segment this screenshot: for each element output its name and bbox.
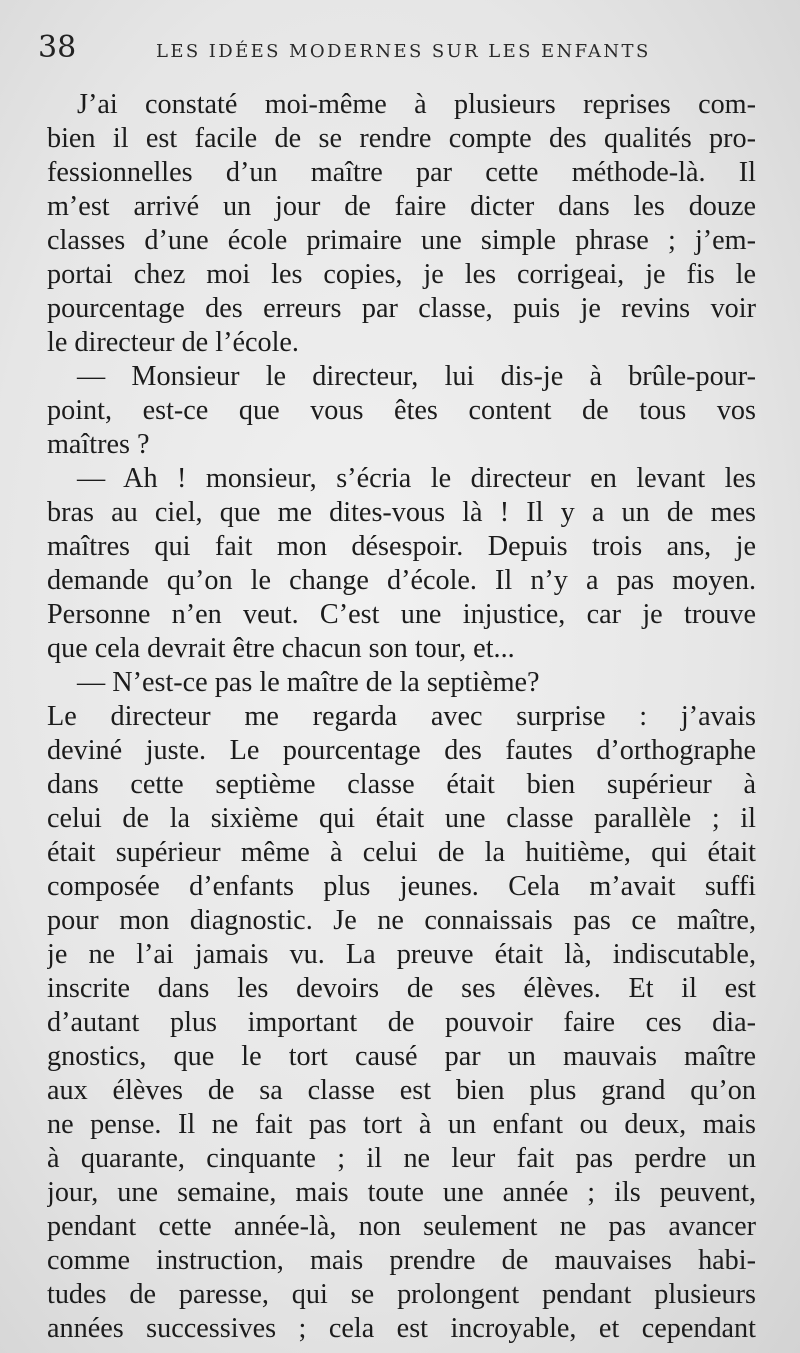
- running-title: LES IDÉES MODERNES SUR LES ENFANTS: [156, 41, 651, 62]
- text-line: portai chez moi les copies, je les corrigeai, je fis le: [47, 259, 756, 290]
- text-line: comme instruction, mais prendre de mauvaises habi-: [47, 1245, 756, 1276]
- text-line: — Monsieur le directeur, lui dis-je à brûle-pour-: [77, 361, 756, 392]
- text-line: le directeur de l’école.: [47, 327, 299, 358]
- text-line: ne pense. Il ne fait pas tort à un enfant ou deux, mais: [47, 1109, 756, 1140]
- text-line: demande qu’on le change d’école. Il n’y a pas moyen.: [47, 565, 756, 596]
- text-line: à quarante, cinquante ; il ne leur fait pas perdre un: [47, 1143, 756, 1174]
- text-line: tudes de paresse, qui se prolongent pendant plusieurs: [47, 1279, 756, 1310]
- text-line: pourcentage des erreurs par classe, puis je revins voir: [47, 293, 756, 324]
- running-head: [38, 30, 758, 70]
- text-line: celui de la sixième qui était une classe parallèle ; il: [47, 803, 756, 834]
- text-line: maîtres ?: [47, 429, 150, 460]
- text-line: maîtres qui fait mon désespoir. Depuis trois ans, je: [47, 531, 756, 562]
- text-line: bras au ciel, que me dites-vous là ! Il y a un de mes: [47, 497, 756, 528]
- text-line: point, est-ce que vous êtes content de tous vos: [47, 395, 756, 426]
- text-line: — N’est-ce pas le maître de la septième?: [77, 667, 540, 698]
- text-line: Le directeur me regarda avec surprise : j’avais: [47, 701, 756, 732]
- text-line: jour, une semaine, mais toute une année ; ils peuvent,: [47, 1177, 756, 1208]
- text-line: pour mon diagnostic. Je ne connaissais pas ce maître,: [47, 905, 756, 936]
- text-line: pendant cette année-là, non seulement ne pas avancer: [47, 1211, 756, 1242]
- text-line: bien il est facile de se rendre compte des qualités pro-: [47, 123, 756, 154]
- text-line: gnostics, que le tort causé par un mauvais maître: [47, 1041, 756, 1072]
- text-line: inscrite dans les devoirs de ses élèves. Et il est: [47, 973, 756, 1004]
- text-line: était supérieur même à celui de la huitième, qui était: [47, 837, 756, 868]
- text-line: d’autant plus important de pouvoir faire ces dia-: [47, 1007, 756, 1038]
- text-line: fessionnelles d’un maître par cette méthode-là. Il: [47, 157, 756, 188]
- text-line: dans cette septième classe était bien supérieur à: [47, 769, 756, 800]
- text-line: aux élèves de sa classe est bien plus grand qu’on: [47, 1075, 756, 1106]
- text-line: je ne l’ai jamais vu. La preuve était là, indiscutable,: [47, 939, 756, 970]
- body-text: [47, 88, 756, 1346]
- text-line: que cela devrait être chacun son tour, et...: [47, 633, 515, 664]
- text-line: deviné juste. Le pourcentage des fautes d’orthographe: [47, 735, 756, 766]
- text-line: classes d’une école primaire une simple phrase ; j’em-: [47, 225, 756, 256]
- text-line: composée d’enfants plus jeunes. Cela m’avait suffi: [47, 871, 756, 902]
- text-line: J’ai constaté moi-même à plusieurs reprises com-: [77, 89, 756, 120]
- text-line: Personne n’en veut. C’est une injustice, car je trouve: [47, 599, 756, 630]
- text-line: — Ah ! monsieur, s’écria le directeur en levant les: [77, 463, 756, 494]
- text-line: m’est arrivé un jour de faire dicter dans les douze: [47, 191, 756, 222]
- text-line: années successives ; cela est incroyable, et cependant: [47, 1313, 756, 1344]
- page-number: 38: [38, 30, 77, 65]
